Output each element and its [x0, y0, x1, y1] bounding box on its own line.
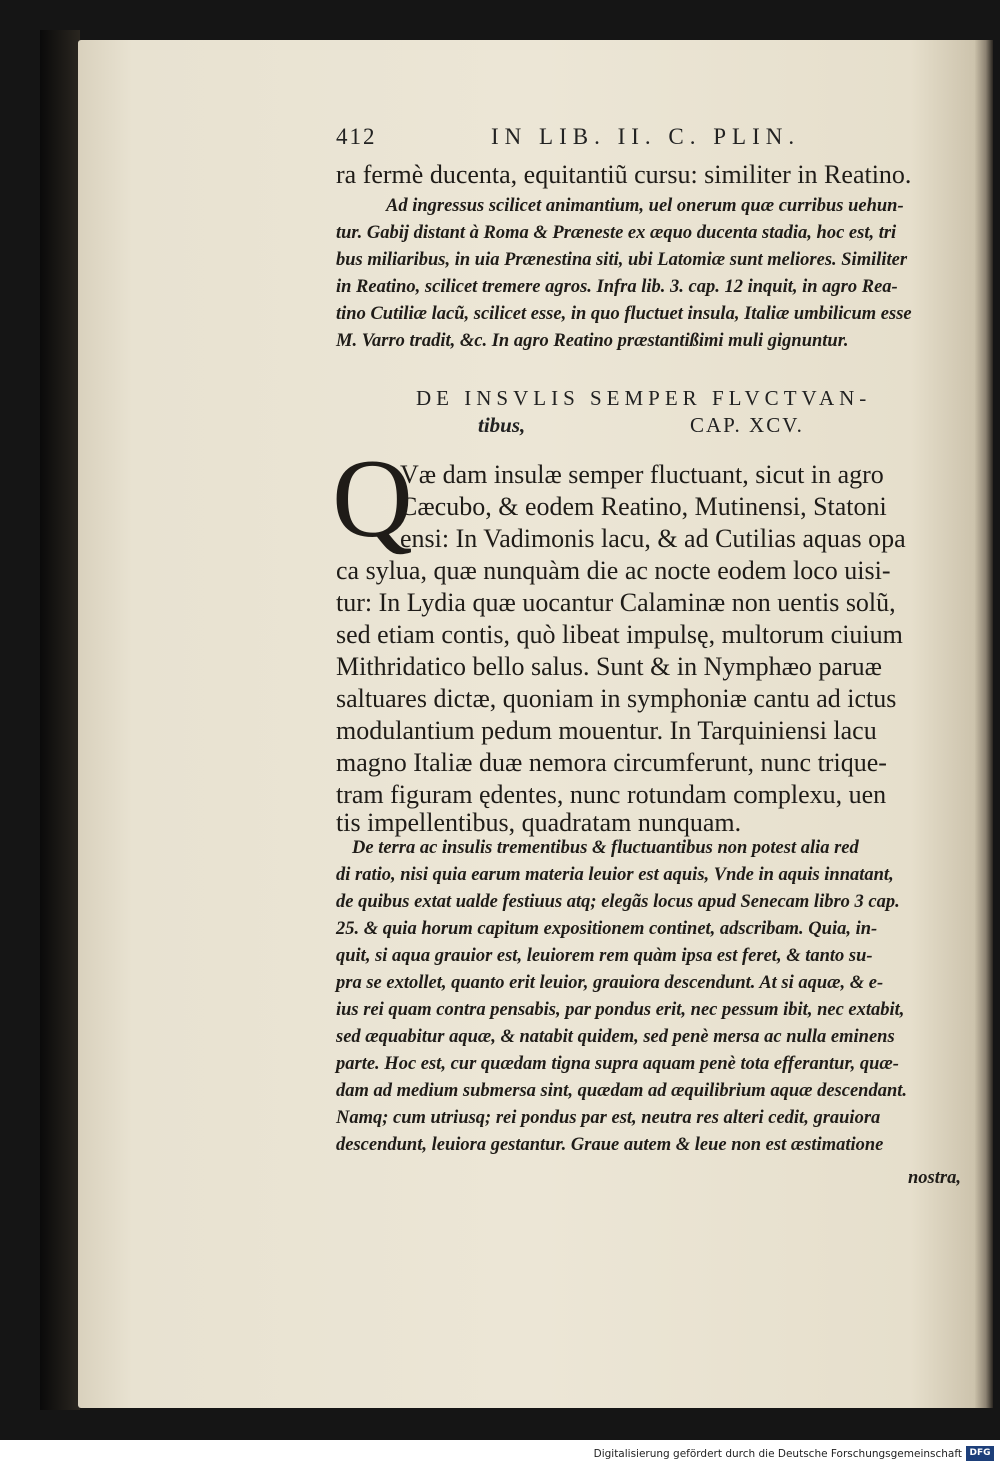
running-title: IN LIB. II. C. PLIN. — [491, 124, 801, 149]
main-text-line: tur: In Lydia quæ uocantur Calaminæ non uentis solũ, — [336, 588, 896, 617]
catchword: nostra, — [908, 1168, 961, 1188]
commentary-line: bus miliaribus, in uia Prænestina siti, ubi Latomiæ sunt meliores. Similiter — [336, 250, 908, 270]
commentary-line: parte. Hoc est, cur quædam tigna supra aquam penè tota efferantur, quæ- — [336, 1054, 899, 1074]
page-header — [336, 124, 976, 154]
commentary-line: ius rei quam contra pensabis, par pondus erit, nec pessum ibit, nec extabit, — [336, 1000, 905, 1020]
footer-bar — [0, 1440, 1000, 1468]
initial-letter: Q — [332, 437, 413, 561]
commentary-line: quit, si aqua grauior est, leuiorem rem quàm ipsa est feret, & tanto su- — [336, 946, 873, 966]
digitization-credit: Digitalisierung gefördert durch die Deutsche Forschungsgemeinschaft — [593, 1448, 962, 1460]
dfg-logo-icon: DFG — [966, 1446, 994, 1461]
main-text-line: ensi: In Vadimonis lacu, & ad Cutilias aquas opa — [400, 524, 906, 553]
commentary-line: De terra ac insulis trementibus & fluctuantibus non potest alia red — [352, 838, 859, 858]
commentary-line: 25. & quia horum capitum expositionem continet, adscribam. Quia, in- — [336, 919, 878, 939]
chapter-title-continuation: tibus, — [478, 413, 526, 437]
commentary-line: sed æquabitur aquæ, & natabit quidem, sed penè mersa ac nulla eminens — [336, 1027, 895, 1047]
main-text-line: sed etiam contis, quò libeat impulsę, multorum ciuium — [336, 620, 903, 649]
binding-shadow — [40, 30, 80, 1410]
commentary-line: tur. Gabij distant à Roma & Præneste ex æquo ducenta stadia, hoc est, tri — [336, 223, 897, 243]
main-text-line: Cæcubo, & eodem Reatino, Mutinensi, Statoni — [400, 492, 887, 521]
commentary-line: descendunt, leuiora gestantur. Graue autem & leue non est æstimatione — [336, 1135, 884, 1155]
main-text-line: tis impellentibus, quadratam nunquam. — [336, 808, 742, 837]
chapter-title: DE INSVLIS SEMPER FLVCTVAN- — [416, 386, 872, 410]
main-text-line: ra fermè ducenta, equitantiũ cursu: similiter in Reatino. — [336, 160, 912, 189]
commentary-line: in Reatino, scilicet tremere agros. Infra lib. 3. cap. 12 inquit, in agro Rea- — [336, 277, 898, 297]
commentary-line: di ratio, nisi quia earum materia leuior est aquis, Vnde in aquis innatant, — [336, 865, 894, 885]
main-text-line: saltuares dictæ, quoniam in symphoniæ cantu ad ictus — [336, 684, 897, 713]
commentary-line: tino Cutiliæ lacũ, scilicet esse, in quo fluctuet insula, Italiæ umbilicum esse — [336, 304, 912, 324]
main-text-line: Væ dam insulæ semper fluctuant, sicut in agro — [400, 460, 884, 489]
commentary-line: Ad ingressus scilicet animantium, uel onerum quæ curribus uehun- — [386, 196, 904, 216]
commentary-line: dam ad medium submersa sint, quædam ad æquilibrium aquæ descendant. — [336, 1081, 908, 1101]
chapter-number: CAP. XCV. — [690, 413, 804, 437]
commentary-line: Namq; cum utriusq; rei pondus par est, neutra res alteri cedit, grauiora — [336, 1108, 881, 1128]
commentary-line: M. Varro tradit, &c. In agro Reatino præstantißimi muli gignuntur. — [336, 331, 849, 351]
main-text-line: magno Italiæ duæ nemora circumferunt, nunc trique- — [336, 748, 887, 777]
main-text-line: modulantium pedum mouentur. In Tarquiniensi lacu — [336, 716, 877, 745]
commentary-line: pra se extollet, quanto erit leuior, grauiora descendunt. At si aquæ, & e- — [336, 973, 884, 993]
main-text-line: tram figuram ędentes, nunc rotundam complexu, uen — [336, 780, 887, 809]
main-text-line: ca sylua, quæ nunquàm die ac nocte eodem loco uisi- — [336, 556, 891, 585]
folio-number: 412 — [336, 124, 377, 149]
main-text-line: Mithridatico bello salus. Sunt & in Nymphæo paruæ — [336, 652, 882, 681]
commentary-line: de quibus extat ualde festiuus atq; elegãs locus apud Senecam libro 3 cap. — [336, 892, 900, 912]
page-edge — [975, 40, 993, 1408]
